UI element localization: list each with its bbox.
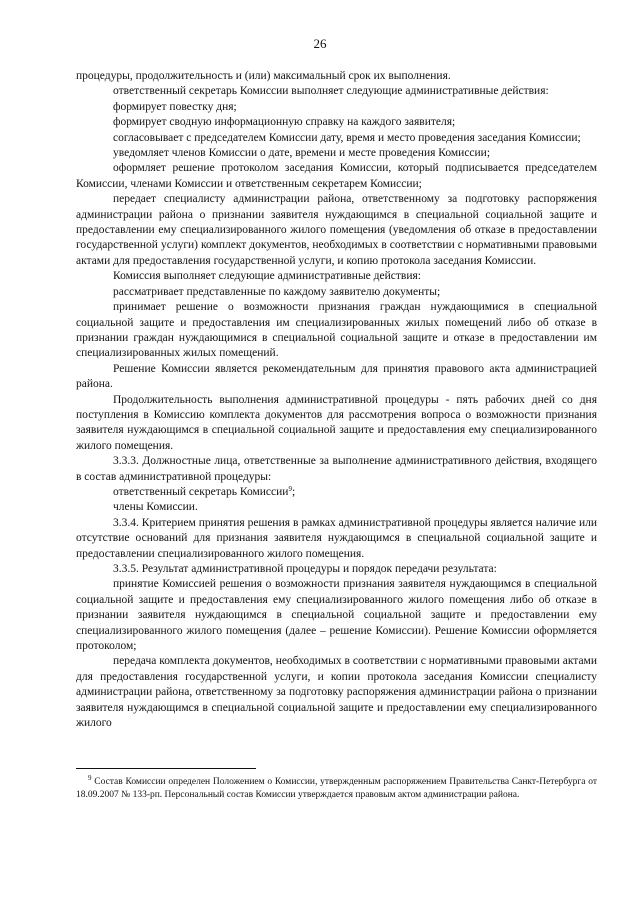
list-item: уведомляет членов Комиссии о дате, времени и месте проведения Комиссии; (113, 147, 491, 160)
list-item: согласовывает с председателем Комиссии дату, время и место проведения заседания Комиссии; (113, 131, 581, 144)
footnote-mark: 9 (88, 774, 92, 782)
list-item-text: ответственный секретарь Комиссии (113, 485, 289, 498)
section-paragraph: 3.3.4. Критерием принятия решения в рамках административной процедуры является наличие или отсутствие оснований для признания заявителя нуждающимся в специальной социальной защите и предоставлении специализированного жилого помещения. (76, 516, 597, 560)
list-item-suffix: ; (291, 485, 296, 498)
list-item: оформляет решение протоколом заседания Комиссии, который подписывается председателем Комиссии, членами Комиссии и ответственным секретарем Комиссии; (76, 162, 597, 190)
list-item: формирует повестку дня; (113, 100, 237, 113)
page-number: 26 (313, 36, 327, 51)
paragraph: Решение Комиссии является рекомендательным для принятия правового акта администрацией района. (76, 362, 597, 391)
footnote-ref: 9 (288, 484, 292, 493)
list-item: передает специалисту администрации района, ответственному за подготовку распоряжения администрации района о признании заявителя нуждающимся в специальной социальной защите и предоставлении ему специализированного жилого помещения (уведомления об отказе в предоставлении государственной услуги) комплект документов, необходимых в соответствии с нормативными правовыми актами для предоставления государственной услуги, и копию протокола заседания Комиссии. (76, 193, 597, 267)
list-item: рассматривает представленные по каждому заявителю документы; (113, 285, 441, 298)
footnote-separator (76, 768, 256, 769)
paragraph: Комиссия выполняет следующие административные действия: (113, 270, 421, 283)
list-item: принятие Комиссией решения о возможности признания заявителя нуждающимся в специальной социальной защите и предоставления ему специализированного жилого помещения либо об отказе в признании заявителя нуждающимся в специальной социальной защите и предоставлении ему специализированного жилого помещения (далее – решение Комиссии). Решение Комиссии оформляется протоколом; (76, 578, 597, 653)
footnote (76, 776, 597, 802)
document-body (76, 69, 597, 731)
section-paragraph: 3.3.3. Должностные лица, ответственные за выполнение административного действия, входящего в состав административной процедуры: (76, 455, 597, 483)
footnote-text: Состав Комиссии определен Положением о Комиссии, утвержденным распоряжением Правительства Санкт-Петербурга от 18.09.2007 № 133-рп. Персональный состав Комиссии утверждается правовым актом администрации района. (76, 777, 598, 800)
paragraph: ответственный секретарь Комиссии выполняет следующие административные действия: (113, 85, 549, 98)
list-item: передача комплекта документов, необходимых в соответствии с нормативными правовыми актами для предоставления государственной услуги, и копии протокола заседания Комиссии специалисту администрации района, ответственному за подготовку распоряжения администрации района о признании заявителя нуждающимся в специальной социальной защите и предоставлении ему специализированного жилого (76, 655, 597, 730)
list-item: члены Комиссии. (113, 501, 198, 514)
list-item: формирует сводную информационную справку на каждого заявителя; (113, 116, 456, 129)
list-item (76, 485, 597, 500)
section-paragraph: 3.3.5. Результат административной процедуры и порядок передачи результата: (113, 563, 497, 575)
paragraph: процедуры, продолжительность и (или) максимальный срок их выполнения. (76, 70, 451, 82)
list-item: принимает решение о возможности признания граждан нуждающимися в специальной социальной защите и предоставления им специализированных жилых помещений либо об отказе в признании граждан нуждающимися в специальной социальной защите и отказе в предоставлении им специализированных жилых помещений. (76, 301, 597, 360)
paragraph: Продолжительность выполнения административной процедуры - пять рабочих дней со дня поступления в Комиссию комплекта документов для рассмотрения вопроса о возможности признания заявителя нуждающимся в специальной социальной защите и предоставления ему специализированного жилого помещения. (76, 393, 597, 452)
